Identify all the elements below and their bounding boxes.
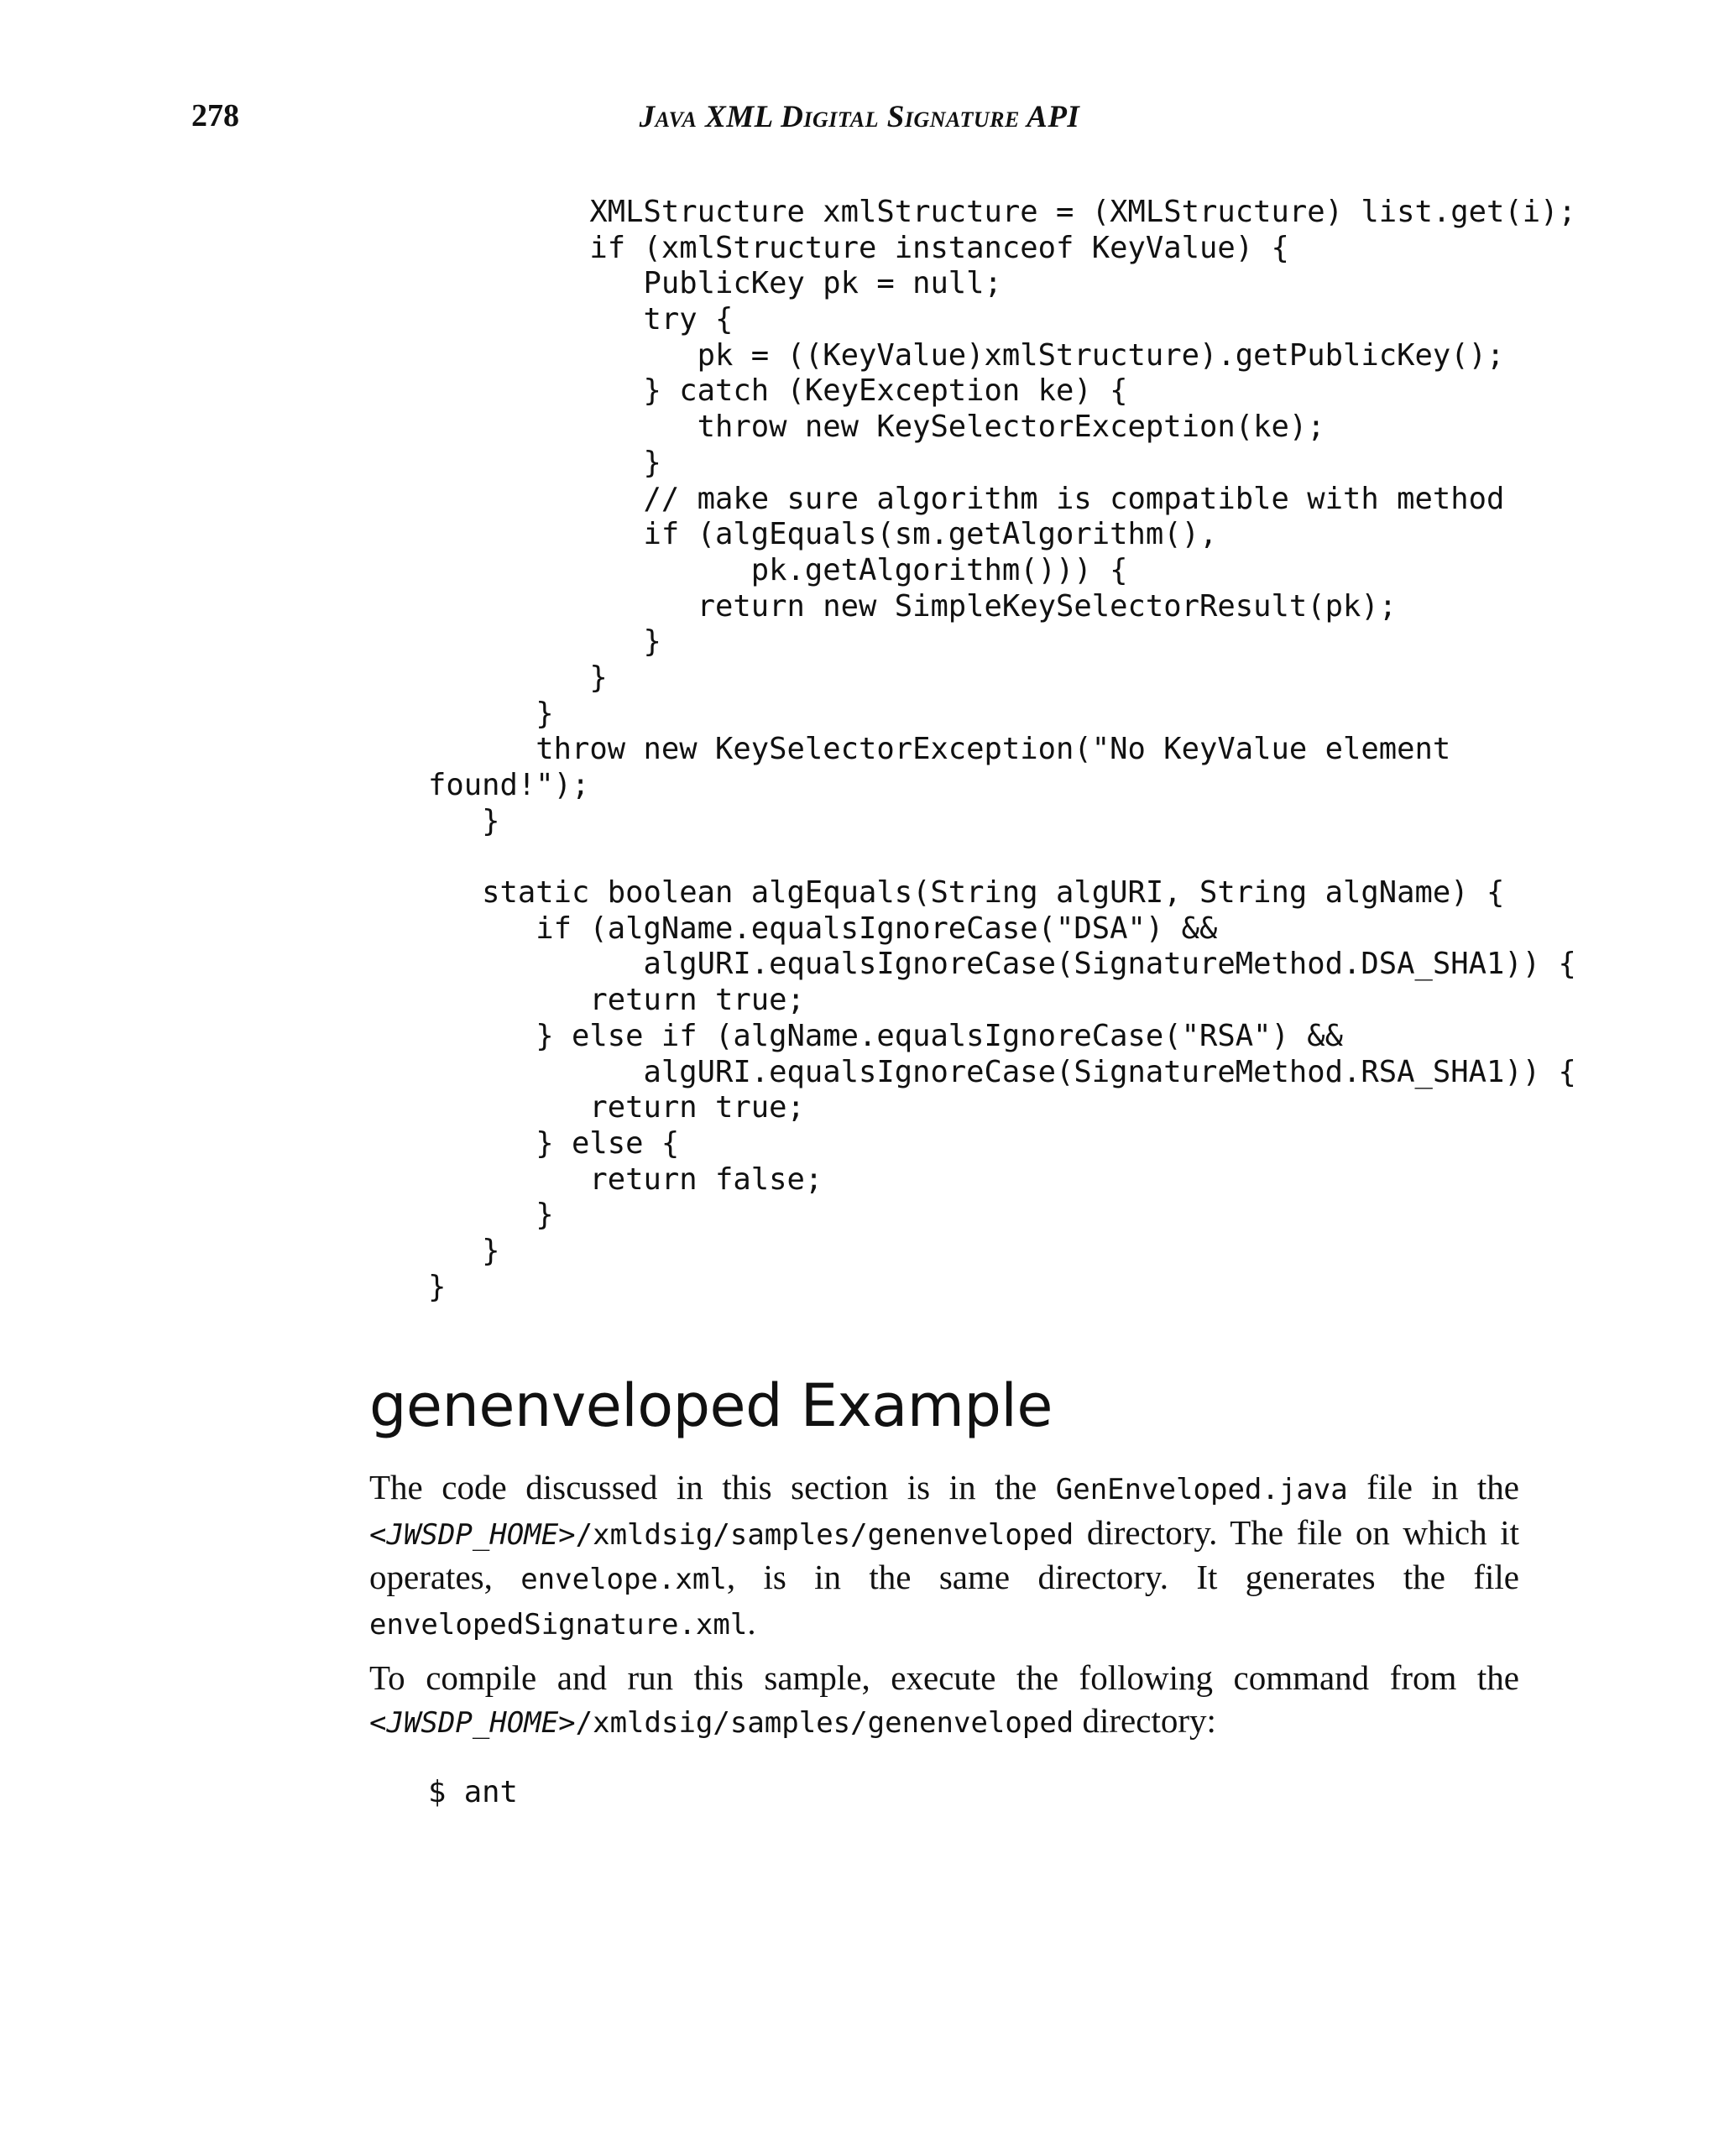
code-line: if (algEquals(sm.getAlgorithm(), <box>428 517 1218 552</box>
text: directory: <box>1074 1700 1216 1740</box>
text: . <box>747 1602 756 1642</box>
filename: GenEnveloped.java <box>1055 1473 1348 1506</box>
code-line: } catch (KeyException ke) { <box>428 373 1128 409</box>
code-line: } <box>428 803 500 838</box>
code-line: if (xmlStructure instanceof KeyValue) { <box>428 230 1289 265</box>
code-listing <box>428 195 1576 1305</box>
code-line: } <box>428 445 661 480</box>
path-placeholder: <JWSDP_HOME> <box>369 1705 576 1740</box>
text: directory. The file on which it operates, <box>369 1512 1519 1596</box>
code-line: } <box>428 1233 500 1268</box>
code-line: pk.getAlgorithm())) { <box>428 552 1128 587</box>
code-line: } <box>428 1269 447 1304</box>
code-line: } <box>428 696 554 731</box>
paragraph-source-location <box>369 1466 1519 1646</box>
code-line: found!"); <box>428 768 590 802</box>
code-line: throw new KeySelectorException(ke); <box>428 410 1325 445</box>
path-placeholder: <JWSDP_HOME> <box>369 1517 576 1552</box>
code-line: } <box>428 1198 554 1233</box>
text: The code discussed in this section is in the <box>369 1468 1056 1506</box>
code-line: return true; <box>428 1090 805 1125</box>
path: /xmldsig/samples/genenveloped <box>575 1705 1074 1740</box>
section-heading: genenveloped Example <box>369 1371 1053 1440</box>
paragraph-run-instructions <box>369 1657 1519 1744</box>
code-line: // make sure algorithm is compatible with method <box>428 481 1505 516</box>
code-line: PublicKey pk = null; <box>428 266 1002 301</box>
code-line: } else if (algName.equalsIgnoreCase("RSA") && <box>428 1018 1344 1053</box>
code-line: throw new KeySelectorException("No KeyValue element <box>428 732 1451 767</box>
filename: envelope.xml <box>520 1563 727 1596</box>
filename: envelopedSignature.xml <box>369 1607 748 1642</box>
text: , is in the same directory. It generates the file <box>726 1558 1519 1596</box>
text: file in the <box>1347 1468 1519 1506</box>
page-number: 278 <box>191 98 239 133</box>
code-line: } else { <box>428 1125 680 1161</box>
text: To compile and run this sample, execute the following command from the <box>369 1658 1519 1697</box>
code-line: return new SimpleKeySelectorResult(pk); <box>428 588 1398 624</box>
code-line: static boolean algEquals(String algURI, String algName) { <box>428 875 1505 911</box>
code-line: if (algName.equalsIgnoreCase("DSA") && <box>428 911 1218 946</box>
path: /xmldsig/samples/genenveloped <box>575 1517 1074 1552</box>
running-head: Java XML Digital Signature API <box>639 100 1080 134</box>
code-line: try { <box>428 302 734 337</box>
code-line: algURI.equalsIgnoreCase(SignatureMethod.RSA_SHA1)) { <box>428 1054 1576 1089</box>
code-line: return true; <box>428 983 805 1018</box>
code-line: return false; <box>428 1162 823 1197</box>
code-line: XMLStructure xmlStructure = (XMLStructure) list.get(i); <box>428 195 1576 229</box>
code-line: algURI.equalsIgnoreCase(SignatureMethod.DSA_SHA1)) { <box>428 947 1576 982</box>
code-line <box>428 839 1576 875</box>
code-line: } <box>428 624 661 660</box>
command-example: $ ant <box>428 1775 518 1809</box>
code-line: } <box>428 660 608 695</box>
code-line: pk = ((KeyValue)xmlStructure).getPublicKey(); <box>428 337 1505 373</box>
